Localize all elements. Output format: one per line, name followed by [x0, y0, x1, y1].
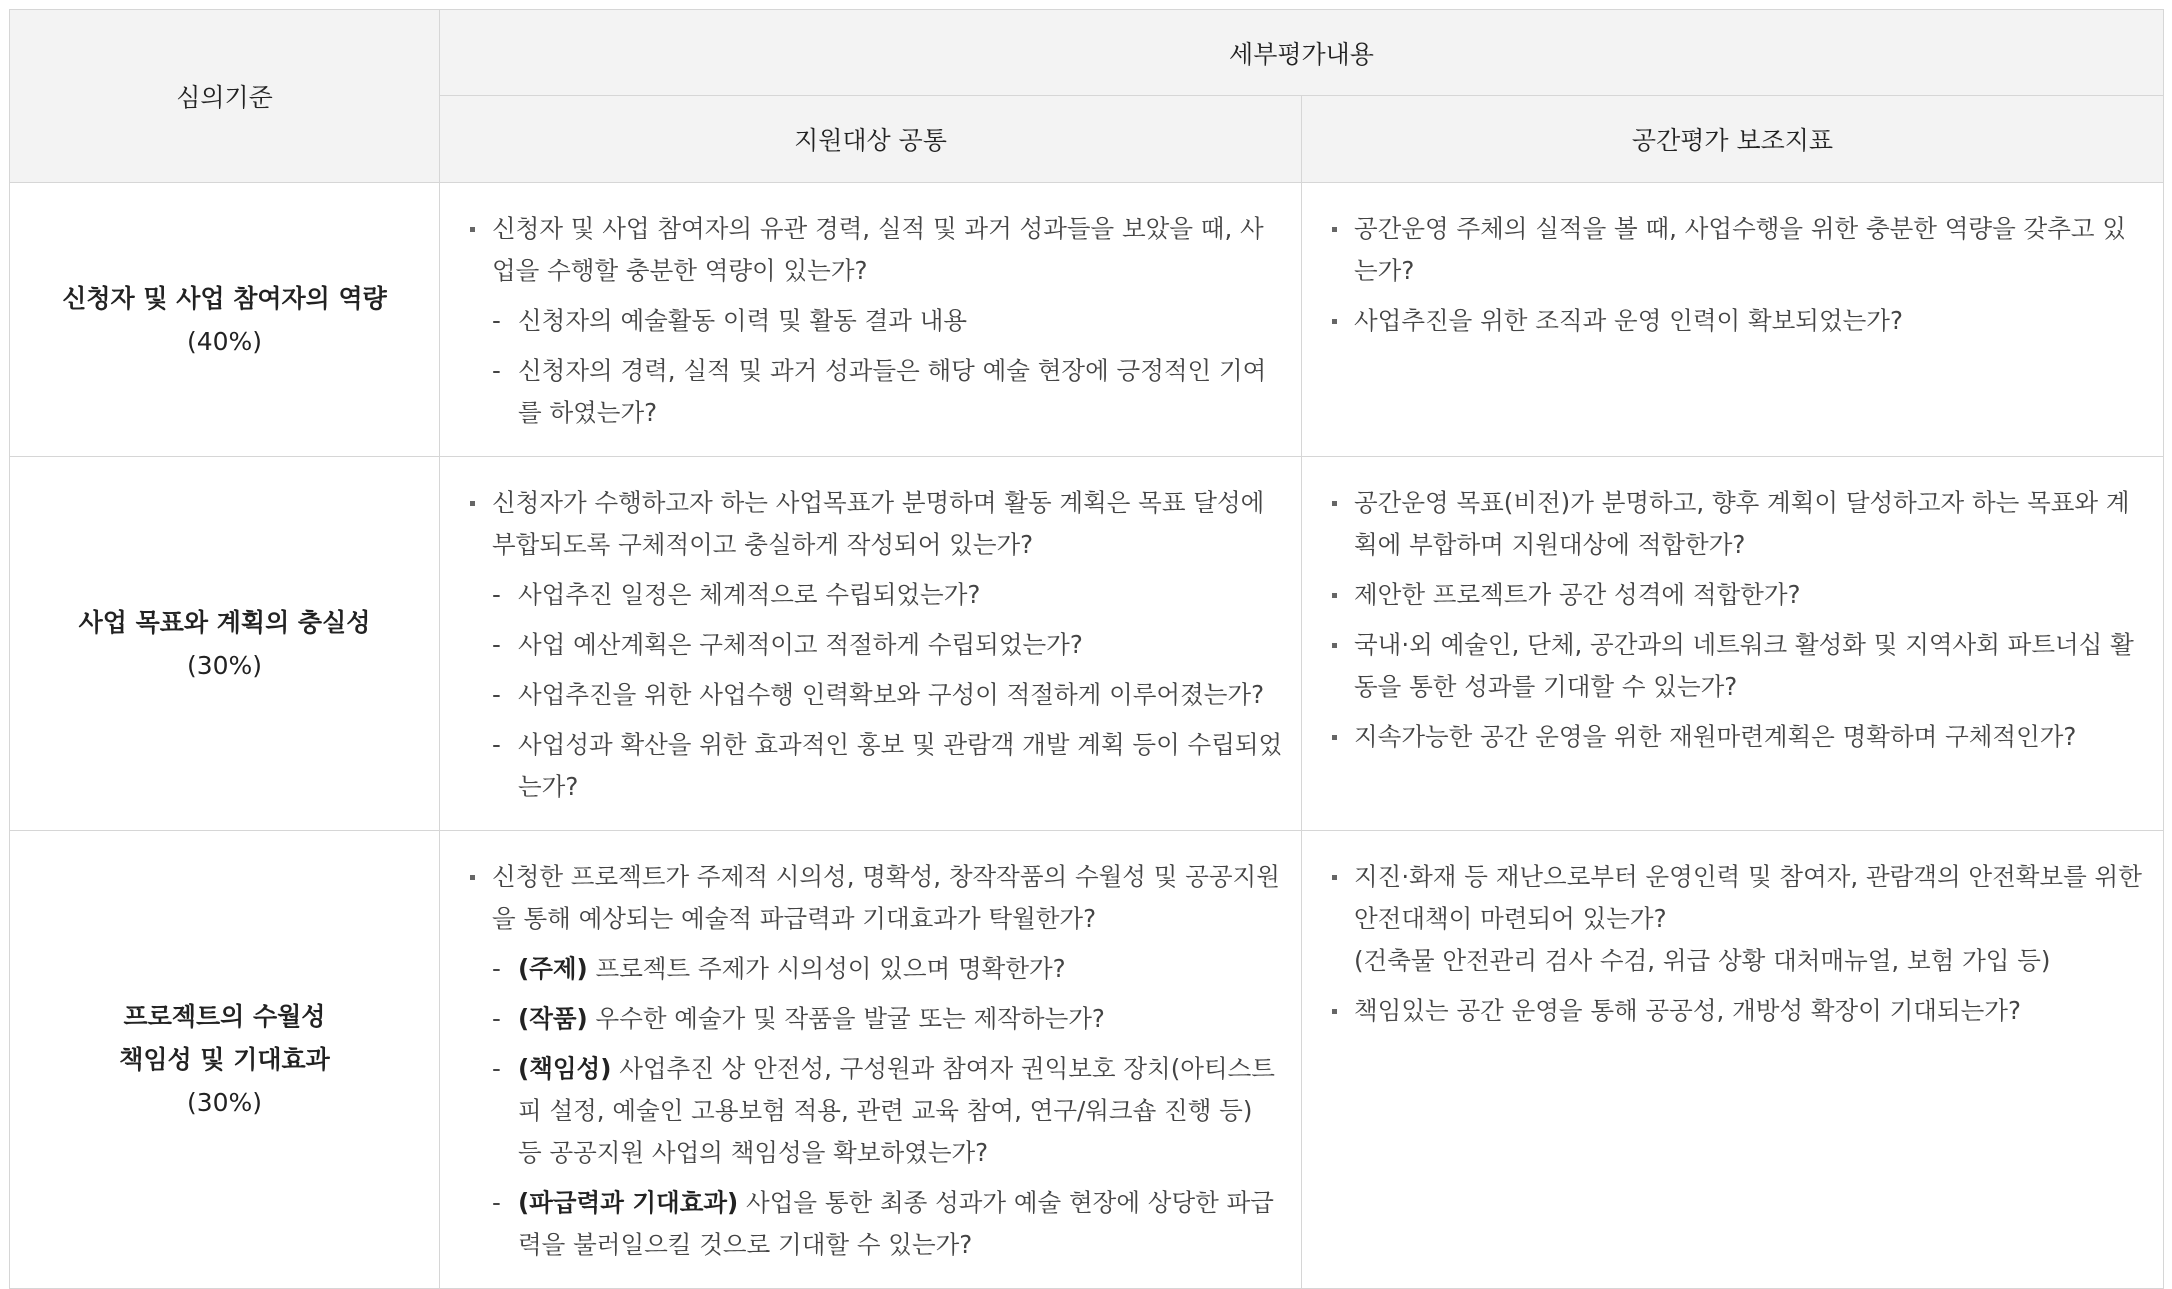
criteria-percent: (40%): [186, 326, 263, 356]
list-item: [466, 1182, 1283, 1266]
item-text: 신청자의 예술활동 이력 및 활동 결과 내용: [518, 306, 968, 335]
list-item: [466, 724, 1283, 808]
header-common: 지원대상 공통: [440, 96, 1302, 183]
common-list: [440, 457, 1301, 830]
item-text: 지진·화재 등 재난으로부터 운영인력 및 참여자, 관람객의 안전확보를 위한 안전대책이 마련되어 있는가?: [1354, 862, 2142, 933]
space-list: [1302, 183, 2163, 364]
dash-marker: -: [492, 730, 501, 759]
evaluation-table-wrapper: [9, 9, 2163, 1289]
item-text: 신청자의 경력, 실적 및 과거 성과들은 해당 예술 현장에 긍정적인 기여를 하였는가?: [518, 356, 1267, 427]
common-cell: [440, 831, 1302, 1289]
common-list: [440, 831, 1301, 1288]
header-detail: 세부평가내용: [440, 10, 2164, 96]
item-text: 신청자 및 사업 참여자의 유관 경력, 실적 및 과거 성과들을 보았을 때, 사업을 수행할 충분한 역량이 있는가?: [492, 214, 1264, 285]
criteria-name-line2: 책임성 및 기대효과: [119, 1045, 330, 1074]
table-row: [10, 831, 2164, 1289]
item-text: 프로젝트 주제가 시의성이 있으며 명확한가?: [587, 954, 1066, 983]
dash-marker: -: [492, 954, 501, 983]
space-list: [1302, 457, 2163, 780]
dash-marker: -: [492, 680, 501, 709]
criteria-cell: [10, 457, 440, 831]
item-note: (건축물 안전관리 검사 수검, 위급 상황 대처매뉴얼, 보험 가입 등): [1354, 946, 2051, 975]
dash-marker: -: [492, 1054, 501, 1083]
item-text: 우수한 예술가 및 작품을 발굴 또는 제작하는가?: [587, 1004, 1105, 1033]
list-item: [466, 998, 1283, 1040]
item-text: 국내·외 예술인, 단체, 공간과의 네트워크 활성화 및 지역사회 파트너십 활동을 통한 성과를 기대할 수 있는가?: [1354, 630, 2134, 701]
list-item: [466, 208, 1283, 292]
list-item: [466, 482, 1283, 566]
list-item: [466, 574, 1283, 616]
list-item: [466, 350, 1283, 434]
dash-marker: -: [492, 630, 501, 659]
list-item: [1328, 990, 2145, 1032]
keyword-label: (작품): [518, 1004, 588, 1033]
list-item: [466, 674, 1283, 716]
common-cell: [440, 183, 1302, 457]
list-item: [1328, 300, 2145, 342]
item-text: 사업 예산계획은 구체적이고 적절하게 수립되었는가?: [518, 630, 1083, 659]
item-text: 책임있는 공간 운영을 통해 공공성, 개방성 확장이 기대되는가?: [1354, 996, 2021, 1025]
list-item: [466, 856, 1283, 940]
item-text: 사업추진 상 안전성, 구성원과 참여자 권익보호 장치(아티스트피 설정, 예술인 고용보험 적용, 관련 교육 참여, 연구/워크숍 진행 등) 등 공공지원 사업의 책임성을 확보하였는가?: [518, 1054, 1275, 1167]
dash-marker: -: [492, 1004, 501, 1033]
space-list: [1302, 831, 2163, 1054]
table-row: [10, 183, 2164, 457]
criteria-name: 사업 목표와 계획의 충실성: [78, 607, 371, 637]
list-item: [1328, 624, 2145, 708]
item-text: 사업을 통한 최종 성과가 예술 현장에 상당한 파급력을 불러일으킬 것으로 기대할 수 있는가?: [518, 1188, 1274, 1259]
item-text: 공간운영 주체의 실적을 볼 때, 사업수행을 위한 충분한 역량을 갖추고 있는가?: [1354, 214, 2127, 285]
common-cell: [440, 457, 1302, 831]
item-text: 지속가능한 공간 운영을 위한 재원마련계획은 명확하며 구체적인가?: [1354, 722, 2077, 751]
list-item: [466, 300, 1283, 342]
list-item: [1328, 574, 2145, 616]
common-list: [440, 183, 1301, 456]
dash-marker: -: [492, 1188, 501, 1217]
keyword-label: (주제): [518, 954, 588, 983]
space-cell: [1302, 457, 2164, 831]
list-item: [466, 1048, 1283, 1174]
keyword-label: (파급력과 기대효과): [518, 1188, 739, 1217]
item-text: 사업추진 일정은 체계적으로 수립되었는가?: [518, 580, 981, 609]
space-cell: [1302, 183, 2164, 457]
criteria-cell: [10, 183, 440, 457]
list-item: [1328, 856, 2145, 982]
criteria-name: 프로젝트의 수월성: [123, 1002, 326, 1031]
list-item: [1328, 716, 2145, 758]
list-item: [1328, 482, 2145, 566]
table-row: [10, 457, 2164, 831]
evaluation-criteria-table: [9, 9, 2164, 1289]
dash-marker: -: [492, 306, 501, 335]
list-item: [1328, 208, 2145, 292]
header-space: 공간평가 보조지표: [1302, 96, 2164, 183]
list-item: [466, 624, 1283, 666]
item-text: 신청한 프로젝트가 주제적 시의성, 명확성, 창작작품의 수월성 및 공공지원을 통해 예상되는 예술적 파급력과 기대효과가 탁월한가?: [492, 862, 1280, 933]
dash-marker: -: [492, 580, 501, 609]
item-text: 사업성과 확산을 위한 효과적인 홍보 및 관람객 개발 계획 등이 수립되었는가?: [518, 730, 1283, 801]
criteria-cell: [10, 831, 440, 1289]
item-text: 공간운영 목표(비전)가 분명하고, 향후 계획이 달성하고자 하는 목표와 계획에 부합하며 지원대상에 적합한가?: [1354, 488, 2130, 559]
item-text: 신청자가 수행하고자 하는 사업목표가 분명하며 활동 계획은 목표 달성에 부합되도록 구체적이고 충실하게 작성되어 있는가?: [492, 488, 1265, 559]
dash-marker: -: [492, 356, 501, 385]
criteria-percent: (30%): [186, 1088, 263, 1117]
list-item: [466, 948, 1283, 990]
item-text: 사업추진을 위한 사업수행 인력확보와 구성이 적절하게 이루어졌는가?: [518, 680, 1265, 709]
space-cell: [1302, 831, 2164, 1289]
item-text: 제안한 프로젝트가 공간 성격에 적합한가?: [1354, 580, 1801, 609]
criteria-name: 신청자 및 사업 참여자의 역량: [62, 283, 387, 313]
keyword-label: (책임성): [518, 1054, 612, 1083]
criteria-percent: (30%): [186, 650, 263, 680]
item-text: 사업추진을 위한 조직과 운영 인력이 확보되었는가?: [1354, 306, 1903, 335]
header-criteria: 심의기준: [10, 10, 440, 183]
